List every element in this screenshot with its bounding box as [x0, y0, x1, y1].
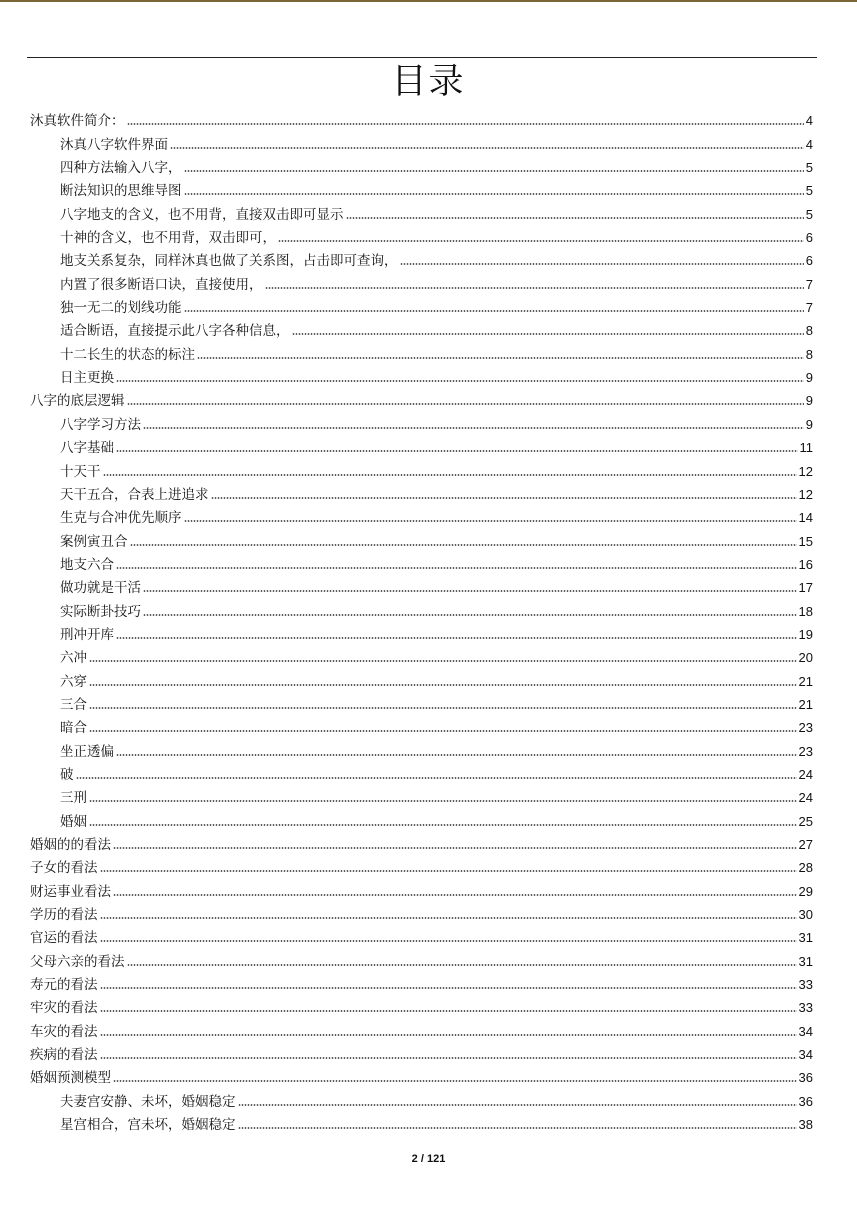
toc-dot-leader: [113, 894, 797, 896]
toc-entry[interactable]: [0, 269, 857, 292]
toc-entry-label: 生克与合冲优先顺序: [60, 510, 182, 527]
toc-dot-leader: [113, 847, 797, 849]
toc-dot-leader: [346, 217, 804, 219]
toc-entry-page: 8: [805, 323, 813, 339]
toc-entry-label: 学历的看法: [30, 907, 98, 924]
toc-entry[interactable]: [0, 993, 857, 1016]
toc-entry-label: 适合断语，直接提示此八字各种信息，: [60, 323, 290, 340]
toc-entry-page: 6: [805, 253, 813, 269]
toc-dot-leader: [184, 310, 804, 312]
toc-entry[interactable]: [0, 946, 857, 969]
toc-entry-page: 34: [798, 1023, 813, 1039]
toc-dot-leader: [89, 707, 797, 709]
toc-entry[interactable]: [0, 970, 857, 993]
toc-entry-label: 八字学习方法: [60, 416, 141, 433]
table-of-contents: [0, 106, 857, 1133]
toc-entry-page: 33: [798, 1000, 813, 1016]
toc-entry-page: 24: [798, 790, 813, 806]
toc-dot-leader: [76, 777, 797, 779]
toc-entry-page: 24: [798, 766, 813, 782]
toc-entry-label: 沐真八字软件界面: [60, 136, 168, 153]
toc-dot-leader: [143, 427, 804, 429]
toc-entry[interactable]: [0, 106, 857, 129]
toc-entry[interactable]: [0, 176, 857, 199]
toc-entry-page: 34: [798, 1047, 813, 1063]
toc-entry-label: 疾病的看法: [30, 1047, 98, 1064]
toc-entry-page: 5: [805, 206, 813, 222]
toc-entry-label: 十二长生的状态的标注: [60, 346, 195, 363]
toc-entry[interactable]: [0, 620, 857, 643]
toc-entry-label: 六冲: [60, 650, 87, 667]
toc-dot-leader: [89, 800, 797, 802]
toc-entry[interactable]: [0, 806, 857, 829]
toc-entry-label: 婚姻的的看法: [30, 837, 111, 853]
toc-entry-page: 9: [805, 370, 813, 386]
toc-dot-leader: [127, 964, 797, 966]
toc-entry[interactable]: [0, 853, 857, 876]
toc-entry[interactable]: [0, 409, 857, 432]
toc-dot-leader: [265, 287, 804, 289]
toc-entry[interactable]: [0, 503, 857, 526]
toc-entry[interactable]: [0, 386, 857, 409]
toc-dot-leader: [89, 684, 797, 686]
toc-entry-page: 36: [798, 1093, 813, 1109]
page-title: 目录: [391, 62, 466, 102]
toc-entry-label: 父母六亲的看法: [30, 953, 125, 970]
toc-dot-leader: [116, 380, 804, 382]
page-indicator: 2 / 121: [411, 1153, 446, 1165]
toc-entry-page: 36: [798, 1070, 813, 1086]
toc-entry-label: 三刑: [60, 790, 87, 807]
toc-entry[interactable]: [0, 760, 857, 783]
toc-dot-leader: [116, 637, 797, 639]
toc-entry-page: 23: [798, 743, 813, 759]
toc-entry[interactable]: [0, 246, 857, 269]
toc-entry-page: 33: [798, 977, 813, 993]
toc-entry-label: 星宫相合，宫未坏，婚姻稳定: [60, 1117, 236, 1134]
toc-dot-leader: [116, 754, 797, 756]
toc-entry-page: 11: [799, 440, 813, 456]
toc-entry-page: 16: [798, 556, 813, 572]
toc-entry-label: 十天干: [60, 463, 101, 480]
toc-entry-page: 23: [798, 720, 813, 736]
toc-entry-page: 18: [798, 603, 813, 619]
toc-entry-page: 14: [798, 510, 813, 526]
toc-entry-page: 29: [798, 883, 813, 899]
toc-entry-page: 9: [805, 393, 813, 409]
toc-entry-page: 4: [805, 113, 813, 129]
toc-entry-label: 内置了很多断语口诀，直接使用，: [60, 276, 263, 293]
toc-entry-label: 案例寅丑合: [60, 533, 128, 550]
toc-dot-leader: [127, 403, 804, 405]
toc-entry[interactable]: [0, 1016, 857, 1039]
toc-entry[interactable]: [0, 713, 857, 736]
toc-entry-page: 20: [798, 650, 813, 666]
toc-entry-label: 破: [60, 766, 74, 783]
toc-entry[interactable]: [0, 690, 857, 713]
toc-entry[interactable]: [0, 456, 857, 479]
toc-entry-page: 5: [805, 183, 813, 199]
toc-dot-leader: [238, 1127, 797, 1129]
toc-entry-page: 31: [798, 930, 813, 946]
toc-entry-page: 4: [805, 136, 813, 152]
toc-entry-page: 7: [805, 300, 813, 316]
toc-entry[interactable]: [0, 1040, 857, 1063]
toc-entry-label: 实际断卦技巧: [60, 603, 141, 620]
toc-dot-leader: [103, 474, 797, 476]
toc-entry[interactable]: [0, 550, 857, 573]
toc-entry-label: 暗合: [60, 720, 87, 737]
toc-entry-label: 地支关系复杂，同样沐真也做了关系图，占击即可查询，: [60, 253, 398, 270]
toc-entry-label: 财运事业看法: [30, 883, 111, 900]
toc-entry-label: 夫妻宫安静、未坏，婚姻稳定: [60, 1093, 236, 1110]
toc-entry[interactable]: [0, 830, 857, 853]
toc-entry[interactable]: [0, 573, 857, 596]
toc-entry[interactable]: [0, 643, 857, 666]
toc-dot-leader: [143, 614, 797, 616]
toc-entry-page: 12: [798, 463, 813, 479]
toc-entry[interactable]: [0, 480, 857, 503]
toc-dot-leader: [211, 497, 797, 499]
toc-entry-page: 25: [798, 813, 813, 829]
toc-entry-page: 30: [798, 907, 813, 923]
toc-entry[interactable]: [0, 339, 857, 362]
toc-dot-leader: [127, 123, 804, 125]
toc-dot-leader: [116, 567, 797, 569]
toc-entry-label: 八字基础: [60, 440, 114, 457]
toc-entry-page: 38: [798, 1117, 813, 1133]
toc-entry-label: 六穿: [60, 673, 87, 690]
toc-dot-leader: [130, 544, 797, 546]
toc-entry-page: 27: [798, 837, 813, 852]
toc-entry-label: 子女的看法: [30, 860, 98, 877]
toc-entry[interactable]: [0, 293, 857, 316]
toc-entry-page: 8: [805, 346, 813, 362]
toc-entry[interactable]: [0, 923, 857, 946]
toc-entry-page: 17: [798, 580, 813, 596]
toc-entry-label: 独一无二的划线功能: [60, 300, 182, 317]
toc-dot-leader: [113, 1080, 797, 1082]
toc-entry-page: 21: [798, 673, 813, 689]
toc-entry-label: 八字地支的含义，也不用背，直接双击即可显示: [60, 206, 344, 223]
toc-entry-label: 日主更换: [60, 370, 114, 387]
toc-entry-label: 刑冲开库: [60, 626, 114, 643]
toc-entry-label: 做功就是干活: [60, 580, 141, 597]
toc-entry-label: 寿元的看法: [30, 977, 98, 994]
toc-entry-page: 9: [805, 416, 813, 432]
toc-entry-label: 断法知识的思维导图: [60, 183, 182, 200]
toc-entry-label: 四种方法输入八字，: [60, 160, 182, 177]
toc-entry[interactable]: [0, 316, 857, 339]
toc-entry-page: 31: [798, 953, 813, 969]
toc-dot-leader: [400, 263, 804, 265]
toc-entry[interactable]: [0, 1063, 857, 1086]
toc-dot-leader: [184, 193, 804, 195]
toc-entry[interactable]: [0, 900, 857, 923]
toc-entry-label: 沐真软件简介：: [30, 113, 125, 130]
toc-entry-label: 车灾的看法: [30, 1023, 98, 1040]
toc-dot-leader: [100, 917, 797, 919]
toc-entry-page: 12: [798, 486, 813, 502]
toc-entry-label: 三合: [60, 696, 87, 713]
toc-entry-page: 5: [805, 160, 813, 176]
toc-dot-leader: [100, 987, 797, 989]
toc-entry[interactable]: [0, 433, 857, 456]
toc-entry-page: 19: [798, 626, 813, 642]
toc-entry-label: 官运的看法: [30, 930, 98, 947]
toc-dot-leader: [184, 170, 804, 172]
toc-dot-leader: [100, 1057, 797, 1059]
toc-dot-leader: [170, 147, 804, 149]
toc-entry[interactable]: [0, 153, 857, 176]
toc-entry[interactable]: [0, 783, 857, 806]
toc-entry[interactable]: [0, 199, 857, 222]
toc-entry-label: 婚姻预测模型: [30, 1070, 111, 1087]
toc-dot-leader: [184, 520, 797, 522]
toc-entry[interactable]: [0, 223, 857, 246]
toc-entry-label: 婚姻: [60, 813, 87, 830]
toc-entry[interactable]: [0, 363, 857, 386]
toc-entry[interactable]: [0, 596, 857, 619]
toc-entry-label: 十神的含义，也不用背，双击即可，: [60, 230, 276, 247]
toc-dot-leader: [238, 1104, 797, 1106]
toc-entry[interactable]: [0, 129, 857, 152]
toc-entry[interactable]: [0, 526, 857, 549]
top-accent-bar: [0, 0, 857, 2]
toc-dot-leader: [100, 870, 797, 872]
toc-entry-page: 7: [805, 276, 813, 292]
toc-dot-leader: [100, 940, 797, 942]
toc-entry[interactable]: [0, 876, 857, 899]
toc-entry[interactable]: [0, 666, 857, 689]
toc-entry-label: 八字的底层逻辑: [30, 393, 125, 410]
toc-dot-leader: [197, 357, 804, 359]
toc-entry-label: 牢灾的看法: [30, 1000, 98, 1017]
toc-entry-page: 6: [805, 230, 813, 246]
toc-dot-leader: [116, 450, 798, 452]
toc-dot-leader: [278, 240, 804, 242]
toc-entry-page: 21: [798, 696, 813, 712]
toc-dot-leader: [100, 1034, 797, 1036]
toc-entry-page: 15: [798, 533, 813, 549]
toc-entry-label: 坐正透偏: [60, 743, 114, 760]
toc-dot-leader: [89, 824, 797, 826]
toc-dot-leader: [89, 730, 797, 732]
toc-entry-page: 28: [798, 860, 813, 876]
toc-entry[interactable]: [0, 1086, 857, 1109]
toc-dot-leader: [292, 333, 804, 335]
toc-dot-leader: [89, 660, 797, 662]
toc-dot-leader: [100, 1010, 797, 1012]
toc-entry[interactable]: [0, 736, 857, 759]
toc-entry[interactable]: [0, 1110, 857, 1133]
toc-dot-leader: [143, 590, 797, 592]
toc-entry-label: 天干五合，合表上进追求: [60, 486, 209, 503]
toc-entry-label: 地支六合: [60, 556, 114, 573]
